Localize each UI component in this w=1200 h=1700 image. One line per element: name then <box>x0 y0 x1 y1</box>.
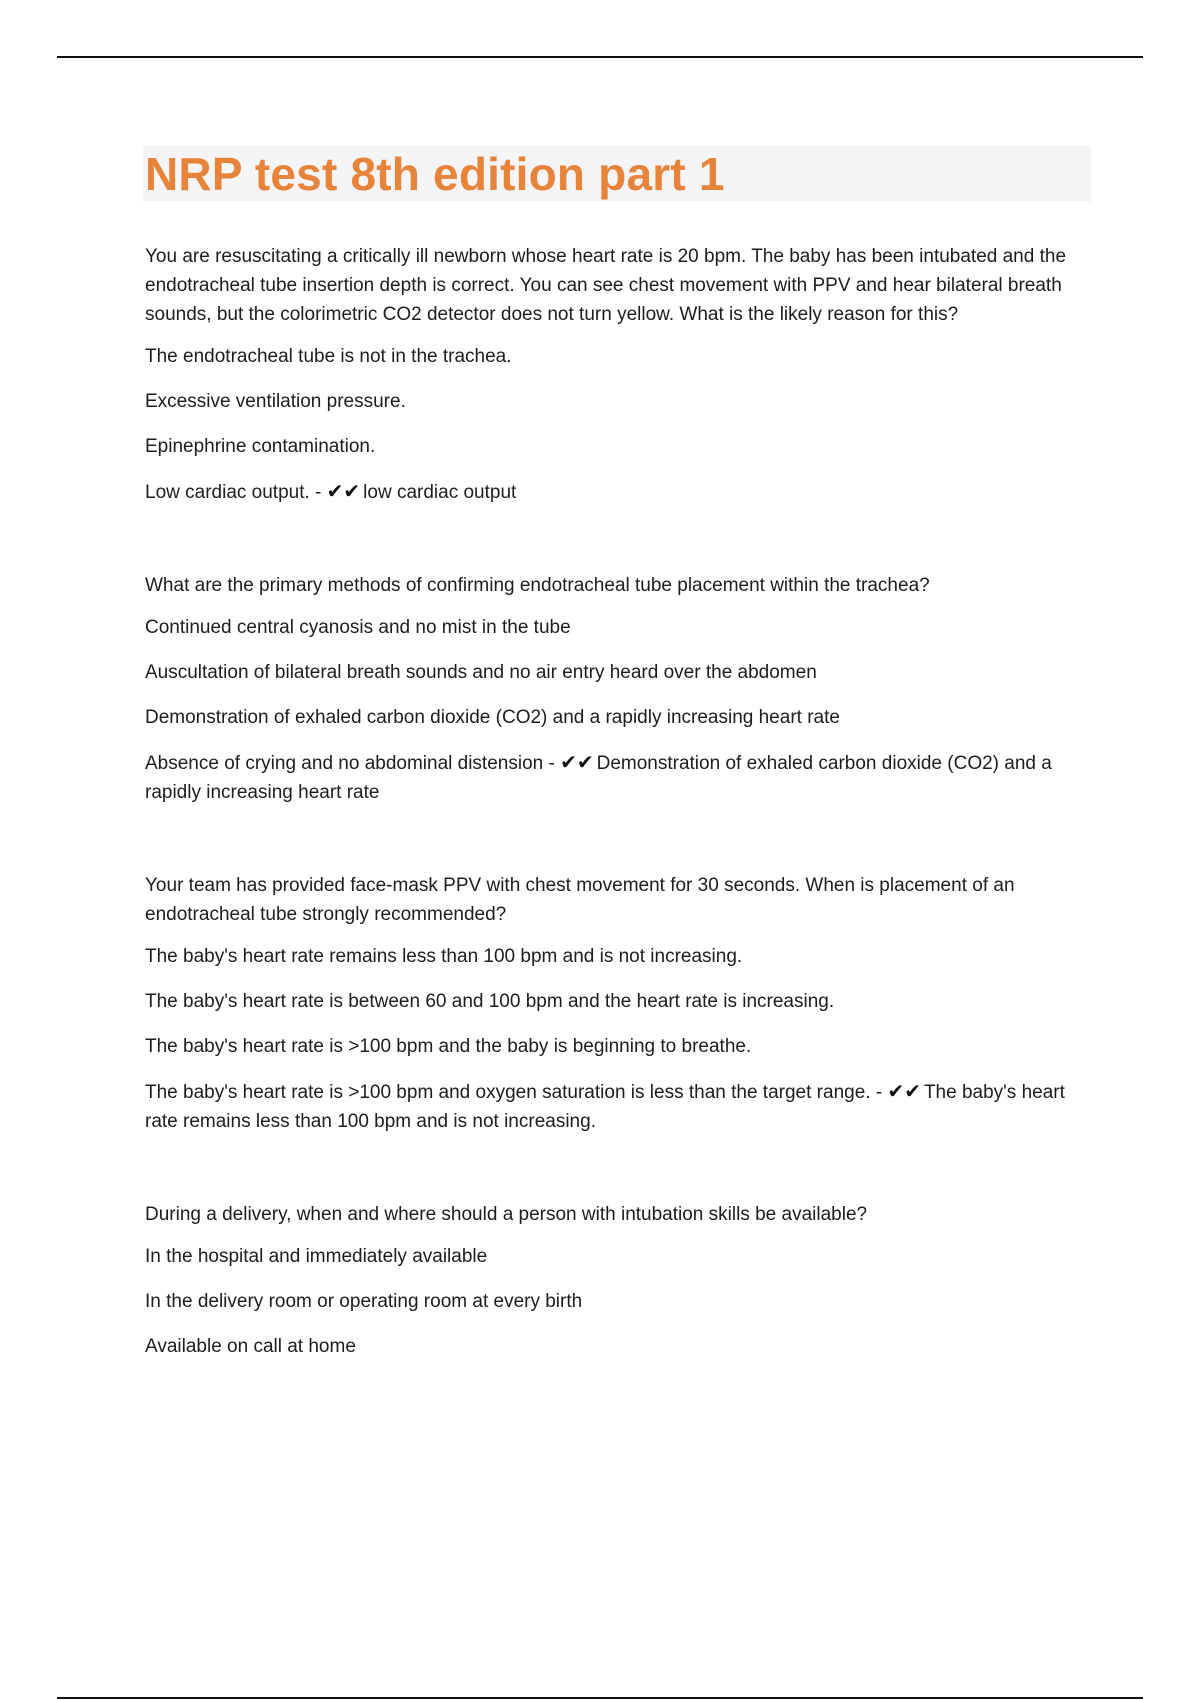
double-check-icon: ✔✔ <box>887 1079 921 1103</box>
question-text: During a delivery, when and where should a person with intubation skills be available? <box>145 1204 868 1225</box>
question-block-4 <box>145 1200 1093 1361</box>
correct-answer: Demonstration of exhaled carbon dioxide (CO2) and a rapidly increasing heart rate <box>145 753 1052 803</box>
question-block-3 <box>145 871 1093 1136</box>
answer-separator: - <box>870 1082 888 1103</box>
footer-rule <box>57 1697 1143 1699</box>
answer-option: Continued central cyanosis and no mist in the tube <box>145 617 571 638</box>
double-check-icon: ✔✔ <box>560 750 594 774</box>
answer-separator: - <box>543 753 561 774</box>
double-check-icon: ✔✔ <box>326 479 361 503</box>
answer-option: Low cardiac output. <box>145 482 310 503</box>
answer-option: Epinephrine contamination. <box>145 436 376 457</box>
document-title: NRP test 8th edition part 1 <box>145 148 725 200</box>
answer-option: The baby's heart rate is >100 bpm and the baby is beginning to breathe. <box>145 1036 752 1057</box>
correct-answer: The baby's heart rate remains less than 100 bpm and is not increasing. <box>145 1082 1065 1132</box>
question-text: What are the primary methods of confirming endotracheal tube placement within the trachea? <box>145 575 930 596</box>
question-list <box>145 242 1093 1361</box>
question-block-1 <box>145 242 1093 507</box>
answer-option: In the hospital and immediately available <box>145 1246 488 1267</box>
answer-line <box>145 1077 1093 1136</box>
answer-option: Excessive ventilation pressure. <box>145 391 406 412</box>
answer-option: Absence of crying and no abdominal distension <box>145 753 544 774</box>
question-text: You are resuscitating a critically ill newborn whose heart rate is 20 bpm. The baby has been intubated and the endotracheal tube insertion depth is correct. You can see chest movement with PPV and hear bilateral breath sounds, but the colorimetric CO2 detector does not turn yellow. What is the likely reason for this? <box>145 246 1067 325</box>
answer-option: Demonstration of exhaled carbon dioxide (CO2) and a rapidly increasing heart rate <box>145 707 840 728</box>
title-bar <box>143 146 1091 202</box>
answer-option: In the delivery room or operating room at every birth <box>145 1291 583 1312</box>
answer-line <box>145 748 1093 807</box>
answer-option: The baby's heart rate remains less than 100 bpm and is not increasing. <box>145 946 743 967</box>
answer-option: Available on call at home <box>145 1336 356 1357</box>
header-rule <box>57 56 1143 58</box>
answer-option: The endotracheal tube is not in the trachea. <box>145 346 512 367</box>
answer-line <box>145 477 1093 507</box>
answer-option: Auscultation of bilateral breath sounds and no air entry heard over the abdomen <box>145 662 817 683</box>
correct-answer: low cardiac output <box>363 482 517 503</box>
question-text: Your team has provided face-mask PPV with chest movement for 30 seconds. When is placement of an endotracheal tube strongly recommended? <box>145 875 1015 925</box>
answer-separator: - <box>309 482 327 503</box>
answer-option: The baby's heart rate is >100 bpm and oxygen saturation is less than the target range. <box>145 1082 871 1103</box>
document-body <box>145 146 1093 1425</box>
question-block-2 <box>145 571 1093 807</box>
answer-option: The baby's heart rate is between 60 and 100 bpm and the heart rate is increasing. <box>145 991 835 1012</box>
